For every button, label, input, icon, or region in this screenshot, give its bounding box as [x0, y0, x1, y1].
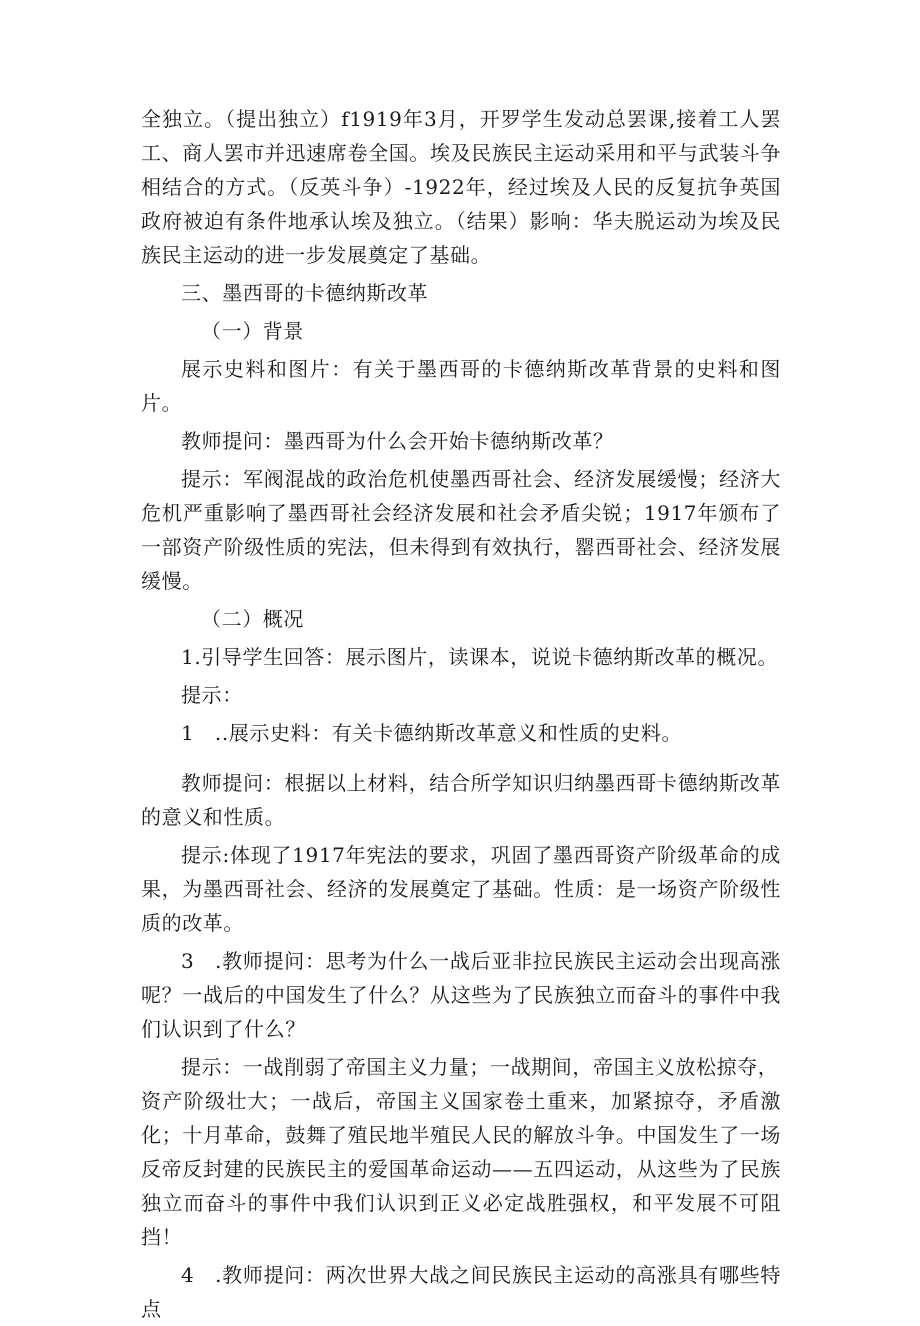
paragraph-hint-2: 提示:体现了1917年宪法的要求，巩固了墨西哥资产阶级革命的成果，为墨西哥社会、经济的发展奠定了基础。性质：是一场资产阶级性质的改革。	[141, 843, 781, 935]
paragraph-teacher-question-1: 教师提问：墨西哥为什么会开始卡德纳斯改革？	[181, 429, 614, 453]
paragraph-teacher-question-2: 教师提问：根据以上材料，结合所学知识归纳墨西哥卡德纳斯改革的意义和性质。	[141, 771, 781, 829]
paragraph-hint-3-cont: 资产阶级壮大；一战后，帝国主义国家卷土重来，加紧掠夺，矛盾激化；十月革命，鼓舞了殖民地半殖民人民的解放斗争。中国发生了一场反帝反封建的民族民主的爱国革命运动——五四运动，从这些为了民族独立而奋斗的事件中我们认识到正义必定战胜强权，和平发展不可阻挡！	[141, 1089, 781, 1249]
paragraph-show-materials: 展示史料和图片：有关于墨西哥的卡德纳斯改革背景的史料和图片。	[141, 357, 781, 415]
paragraph-egypt-result: 全独立。（提出独立）f1919年3月，开罗学生发动总罢课,接着工人罢工、商人罢市并迅速席卷全国。埃及民族民主运动采用和平与武装斗争相结合的方式。（反英斗争）-1922年，经过埃及人民的反复抗争英国政府被迫有条件地承认埃及独立。（结果）影响：华夫脱运动为埃及民族民主运动的进一步发展奠定了基础。	[141, 107, 781, 267]
paragraph-guide-students: 1.引导学生回答：展示图片，读课本，说说卡德纳斯改革的概况。	[181, 645, 779, 669]
paragraph-hint-label: 提示：	[181, 683, 243, 707]
paragraph-teacher-question-4: 4 .教师提问：两次世界大战之间民族民主运动的高涨具有哪些特点	[141, 1263, 781, 1321]
section-heading-mexico: 三、墨西哥的卡德纳斯改革	[181, 281, 429, 305]
paragraph-hint-3-start: 提示：一战削弱了帝国主义力量；一战期间，帝国主义放松掠夺，	[181, 1055, 779, 1079]
subsection-heading-overview: （二）概况	[201, 607, 304, 631]
paragraph-teacher-question-3: 3 .教师提问：思考为什么一战后亚非拉民族民主运动会出现高涨呢？一战后的中国发生了什么？从这些为了民族独立而奋斗的事件中我们认识到了什么？	[141, 949, 781, 1041]
subsection-heading-background: （一）背景	[201, 319, 304, 343]
paragraph-show-materials-2: 1 ..展示史料：有关卡德纳斯改革意义和性质的史料。	[181, 721, 683, 745]
paragraph-hint-1: 提示：军阀混战的政治危机使墨西哥社会、经济发展缓慢；经济大危机严重影响了墨西哥社会经济发展和社会矛盾尖锐；1917年颁布了一部资产阶级性质的宪法，但未得到有效执行，罂西哥社会、经济发展缓慢。	[141, 467, 781, 593]
